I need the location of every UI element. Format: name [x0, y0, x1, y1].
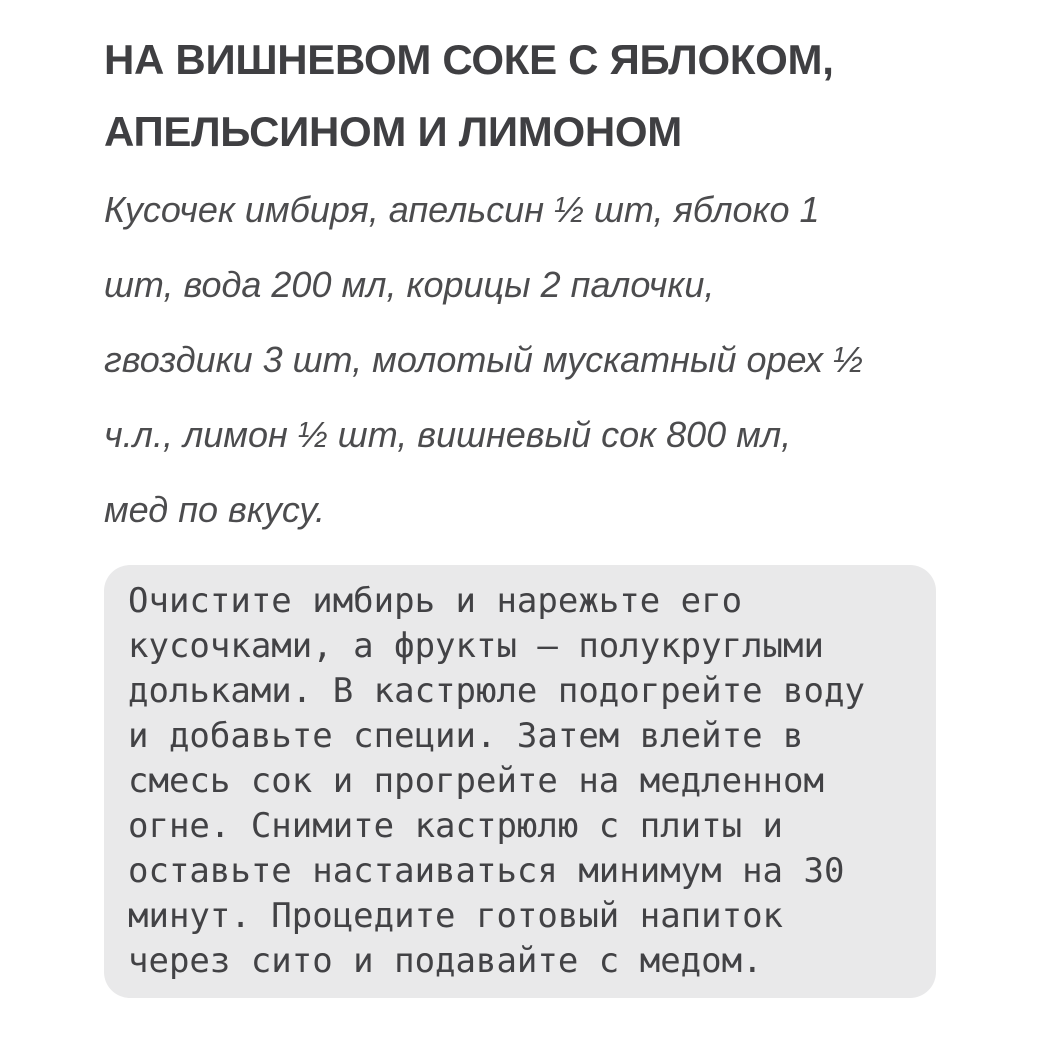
ingredients-paragraph: [104, 172, 941, 547]
recipe-title: [104, 24, 941, 168]
instructions-box: [104, 565, 936, 998]
ingredients-line: шт, вода 200 мл, корицы 2 палочки,: [104, 264, 715, 305]
instructions-line: Очистите имбирь и нарежьте его: [128, 581, 743, 621]
instructions-line: оставьте настаиваться минимум на 30: [128, 851, 845, 891]
recipe-title-line: АПЕЛЬСИНОМ И ЛИМОНОМ: [104, 108, 682, 155]
ingredients-line: мед по вкусу.: [104, 489, 326, 530]
instructions-line: огне. Снимите кастрюлю с плиты и: [128, 806, 784, 846]
instructions-line: через сито и подавайте с медом.: [128, 941, 763, 981]
ingredients-line: гвоздики 3 шт, молотый мускатный орех ½: [104, 339, 863, 380]
recipe-title-line: НА ВИШНЕВОМ СОКЕ С ЯБЛОКОМ,: [104, 36, 834, 83]
instructions-line: кусочками, а фрукты — полукруглыми: [128, 626, 824, 666]
ingredients-line: Кусочек имбиря, апельсин ½ шт, яблоко 1: [104, 189, 820, 230]
instructions-line: и добавьте специи. Затем влейте в: [128, 716, 804, 756]
instructions-line: минут. Процедите готовый напиток: [128, 896, 784, 936]
instructions-line: смесь сок и прогрейте на медленном: [128, 761, 824, 801]
ingredients-line: ч.л., лимон ½ шт, вишневый сок 800 мл,: [104, 414, 792, 455]
recipe-page: [0, 24, 1041, 1041]
instructions-line: дольками. В кастрюле подогрейте воду: [128, 671, 865, 711]
